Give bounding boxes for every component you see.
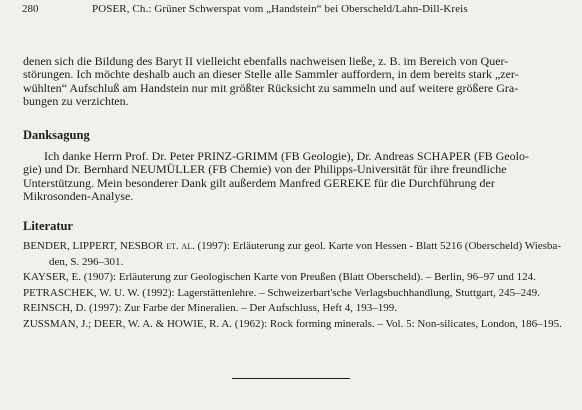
reference-authors: BENDER, LIPPERT, NESBOR et. al. — [23, 240, 195, 252]
reference-authors: KAYSER, E. — [23, 271, 81, 283]
reference-text: (1962): Rock forming minerals. – Vol. 5: Non-silicates, London, 186–195. — [232, 317, 562, 330]
reference-text: (1997): Erläuterung zur geol. Karte von Hessen - Blatt 5216 (Oberscheld) Wiesba- — [194, 240, 561, 252]
page-number: 280 — [22, 3, 39, 15]
reference-item — [23, 301, 565, 317]
danksagung-paragraph — [23, 150, 561, 204]
reference-authors: ZUSSMAN, J.; DEER, W. A. & HOWIE, R. A. — [23, 317, 233, 330]
reference-item — [23, 270, 565, 286]
reference-authors: PETRASCHEK, W. U. W. — [23, 286, 140, 299]
intro-line: störungen. Ich möchte deshalb auch an dieser Stelle alle Sammler auffordern, in dem bereits stark „zer- — [23, 67, 519, 82]
intro-line: denen sich die Bildung des Baryt II vielleicht ebenfalls nachweisen ließe, z. B. im Bereich von Quer- — [23, 54, 509, 68]
reference-authors: REINSCH, D. — [23, 302, 87, 314]
reference-item — [23, 317, 565, 333]
intro-paragraph — [23, 55, 561, 109]
danksagung-line: gie) und Dr. Bernhard NEUMÜLLER (FB Chemie) von der Philipps-Universität für ihre freundliche — [23, 162, 507, 177]
reference-continuation: den, S. 296–301. — [49, 255, 124, 268]
reference-list — [23, 239, 565, 332]
end-rule — [232, 378, 350, 379]
reference-text: (1992): Lagerstättenlehre. – Schweizerbart'sche Verlagsbuchhandlung, Stuttgart, 245–249. — [139, 286, 540, 299]
reference-text: (1907): Erläuterung zur Geologischen Karte von Preußen (Blatt Oberscheld). – Berlin, 96–97 und 124. — [80, 271, 536, 283]
reference-item — [23, 286, 565, 302]
danksagung-line: Mikrosonden-Analyse. — [23, 189, 134, 204]
intro-line: wühlten“ Aufschluß am Handstein nur mit größter Rücksicht zu sammeln und auf weitere größere Gra- — [23, 80, 519, 95]
intro-line: bungen zu verzichten. — [23, 94, 129, 109]
reference-text: (1997): Zur Farbe der Mineralien. – Der Aufschluss, Heft 4, 193–199. — [86, 302, 397, 314]
literatur-heading: Literatur — [23, 219, 73, 233]
danksagung-line: Unterstützung. Mein besonderer Dank gilt außerdem Manfred GEREKE für die Durchführung der — [23, 175, 495, 190]
danksagung-line: Ich danke Herrn Prof. Dr. Peter PRINZ-GRIMM (FB Geologie), Dr. Andreas SCHAPER (FB Geolo- — [44, 149, 529, 163]
danksagung-heading: Danksagung — [23, 128, 90, 142]
running-title: POSER, Ch.: Grüner Schwerspat vom „Handstein“ bei Oberscheld/Lahn-Dill-Kreis — [92, 3, 468, 15]
reference-item — [23, 239, 565, 255]
